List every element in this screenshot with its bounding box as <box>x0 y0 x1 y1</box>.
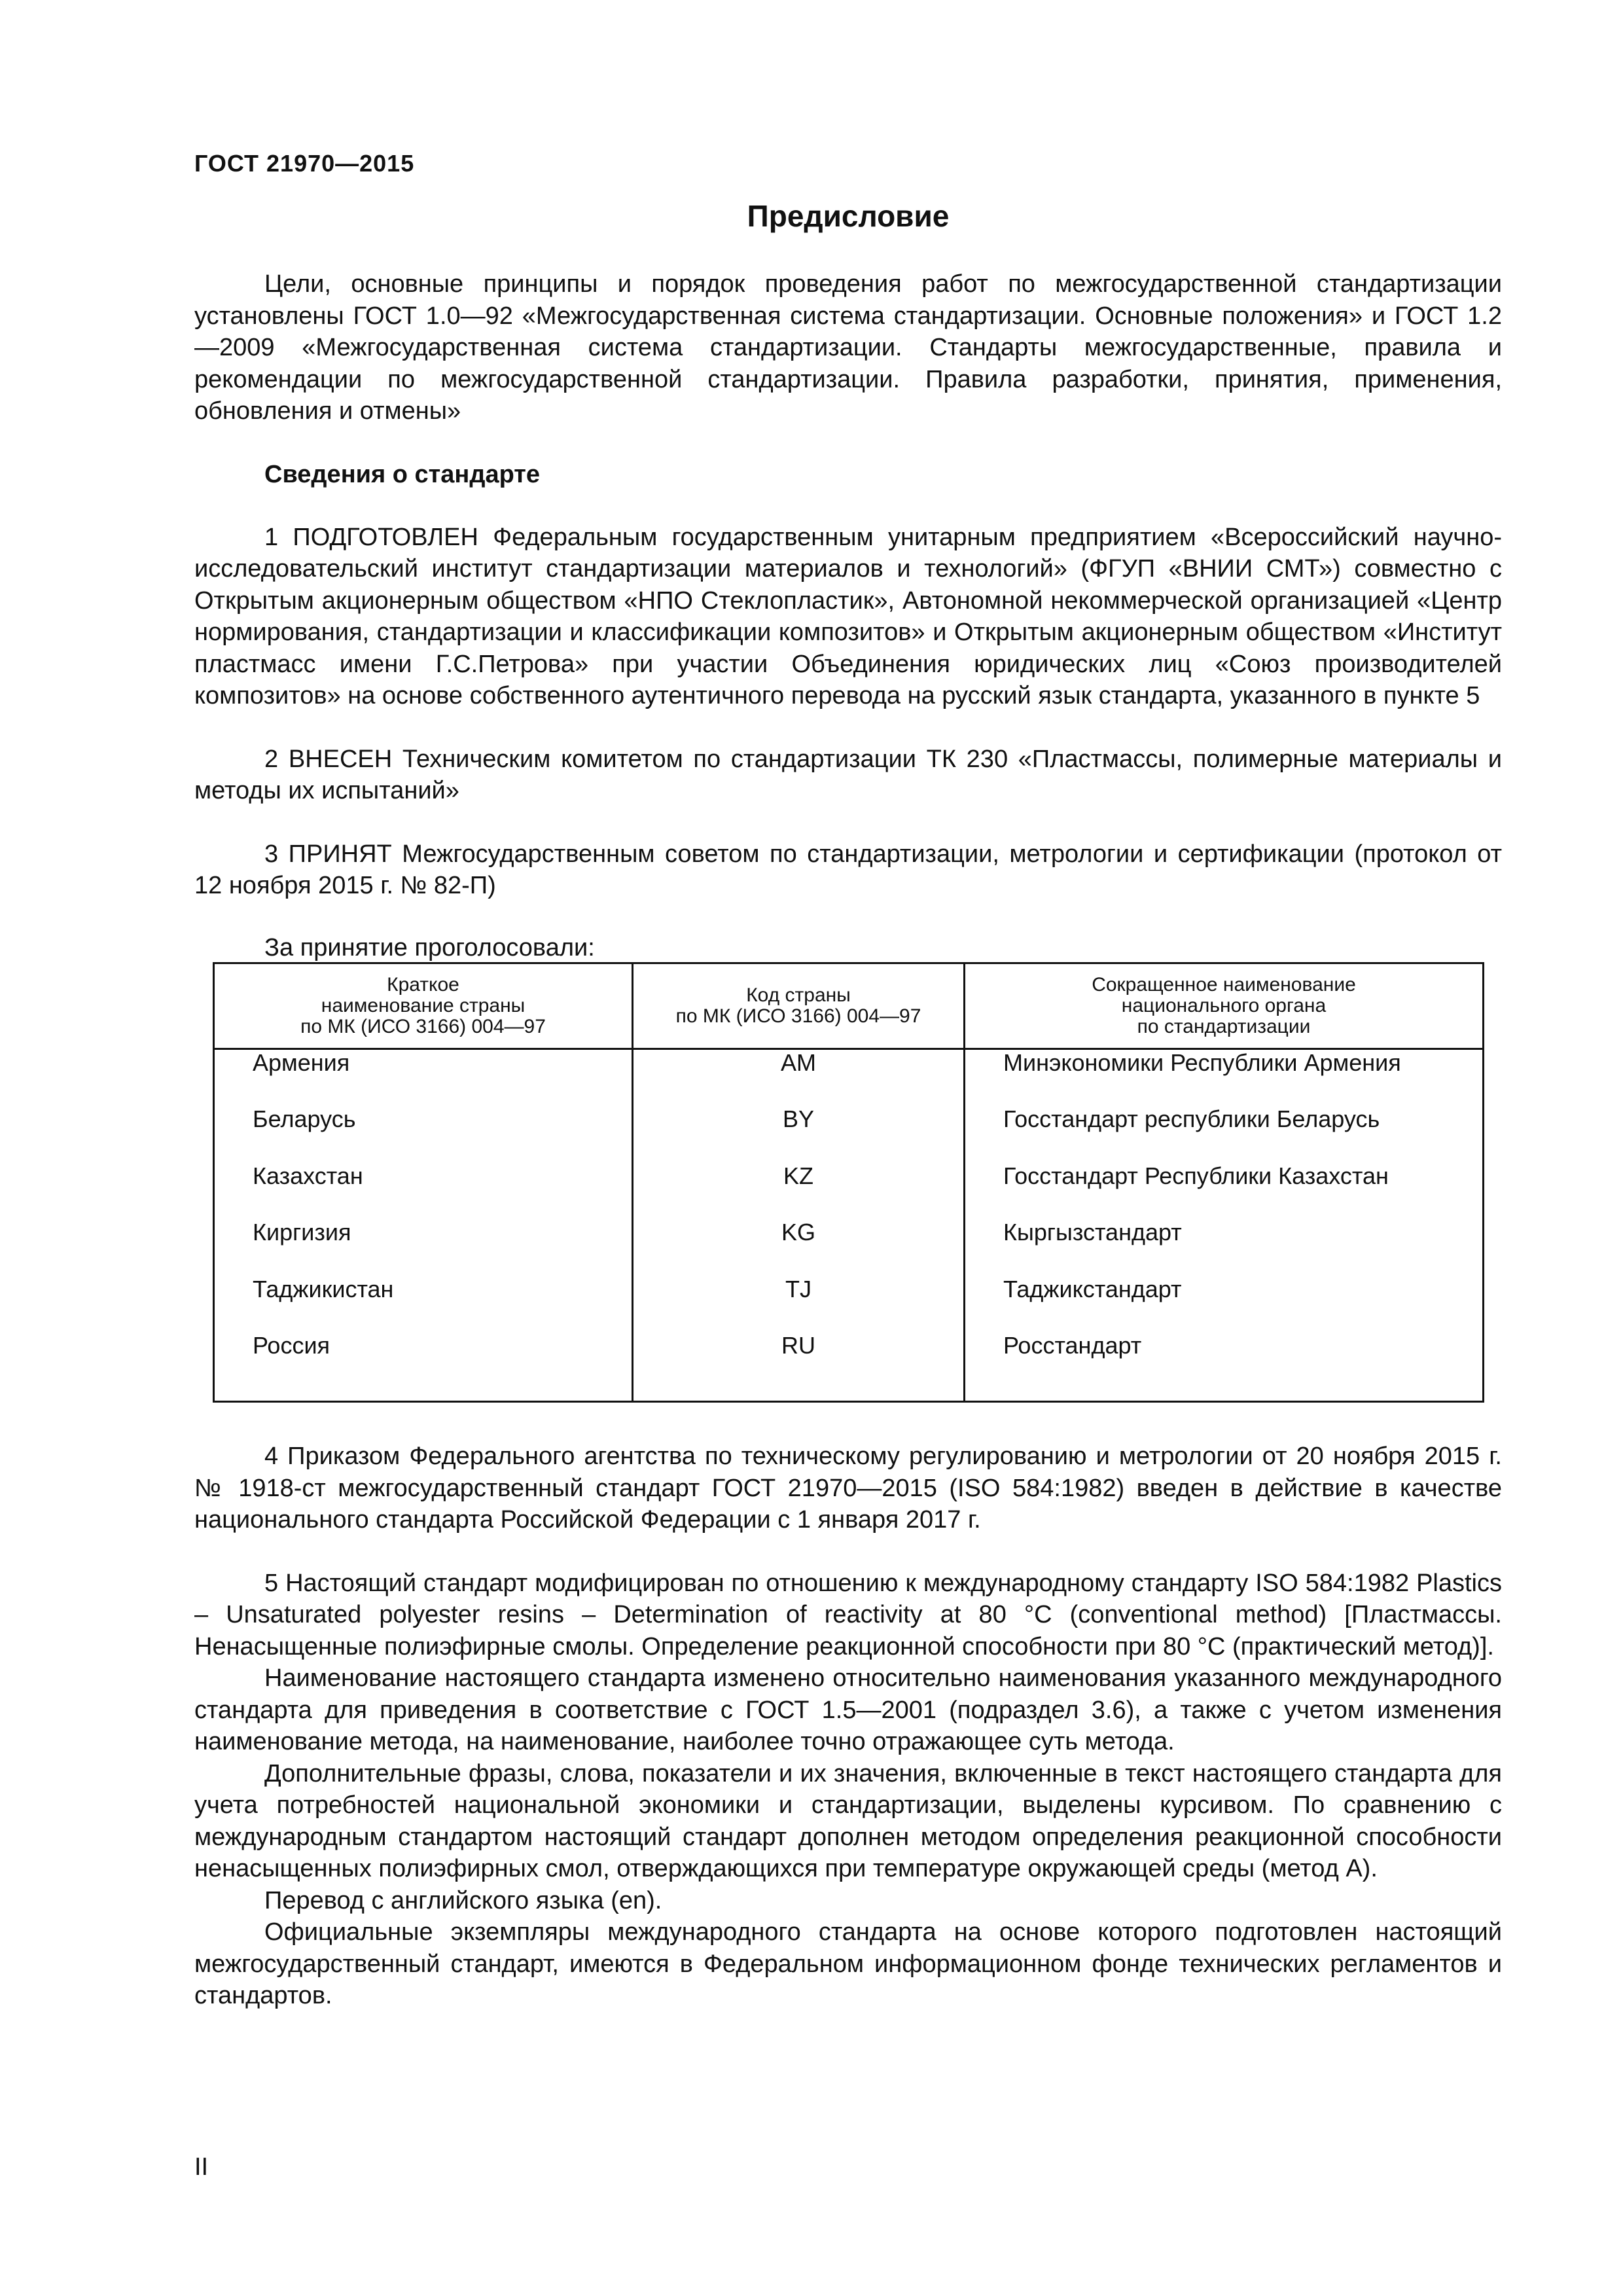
item-5-title-change: Наименование настоящего стандарта изменено относительно наименования указанного международного стандарта для приведения в соответствие с ГОСТ 1.5—2001 (подраздел 3.6), а также с учетом изменения наименование метода, на наименование, наиболее точно отражающее суть метода. <box>194 1664 1502 1755</box>
item-5-additions: Дополнительные фразы, слова, показатели и их значения, включенные в текст настоящего стандарта для учета потребностей национальной экономики и стандартизации, выделены курсивом. По сравнению с международным стандартом настоящий стандарт дополнен методом определения реакционной способности ненасыщенных полиэфирных смол, отверждающихся при температуре окружающей среды (метод А). <box>194 1759 1502 1882</box>
table-header-code: Код страны по МК (ИСО 3166) 004—97 <box>633 963 965 1049</box>
table-row <box>214 1049 1484 1106</box>
document-page <box>194 149 1502 2012</box>
item-3-paragraph: 3 ПРИНЯТ Межгосударственным советом по стандартизации, метрологии и сертификации (протокол от 12 ноября 2015 г. № 82-П) <box>194 840 1502 899</box>
table-header-country: Краткое наименование страны по МК (ИСО 3166) 004—97 <box>214 963 633 1049</box>
code-cell: TJ <box>633 1276 965 1333</box>
item-4-paragraph: 4 Приказом Федерального агентства по техническому регулированию и метрологии от 20 ноября 2015 г. № 1918-ст межгосударственный стандарт ГОСТ 21970—2015 (ISO 584:1982) введен в действие в качестве национального стандарта Российской Федерации с 1 января 2017 г. <box>194 1443 1502 1534</box>
table-header-authority: Сокращенное наименование национального органа по стандартизации <box>965 963 1484 1049</box>
code-cell: AM <box>633 1049 965 1106</box>
item-5-translation: Перевод с английского языка (en). <box>264 1886 662 1914</box>
code-cell: KZ <box>633 1163 965 1220</box>
country-cell: Беларусь <box>214 1106 633 1163</box>
table-row <box>214 1333 1484 1402</box>
code-cell: RU <box>633 1333 965 1402</box>
country-cell: Казахстан <box>214 1163 633 1220</box>
authority-cell: Таджикстандарт <box>965 1276 1484 1333</box>
item-2-paragraph: 2 ВНЕСЕН Техническим комитетом по стандартизации ТК 230 «Пластмассы, полимерные материалы и методы их испытаний» <box>194 745 1502 804</box>
code-cell: BY <box>633 1106 965 1163</box>
authority-cell: Госстандарт Республики Казахстан <box>965 1163 1484 1220</box>
item-5-paragraph: 5 Настоящий стандарт модифицирован по отношению к международному стандарту ISO 584:1982 Plastics – Unsaturated polyester resins – Determination of reactivity at 80 °C (conventional method) [Пластмассы. Ненасыщенные полиэфирные смолы. Определение реакционной способности при 80 °С (практический метод)]. <box>194 1569 1502 1660</box>
authority-cell: Кыргызстандарт <box>965 1219 1484 1276</box>
page-number: II <box>194 2153 209 2181</box>
table-row <box>214 1163 1484 1220</box>
table-row <box>214 1219 1484 1276</box>
page-title: Предисловие <box>747 199 950 233</box>
document-code: ГОСТ 21970—2015 <box>194 150 415 177</box>
item-5-official-copies: Официальные экземпляры международного стандарта на основе которого подготовлен настоящий межгосударственный стандарт, имеются в Федеральном информационном фонде технических регламентов и стандартов. <box>194 1918 1502 2009</box>
code-cell: KG <box>633 1219 965 1276</box>
section-subheading: Сведения о стандарте <box>264 460 541 488</box>
country-cell: Киргизия <box>214 1219 633 1276</box>
intro-paragraph: Цели, основные принципы и порядок проведения работ по межгосударственной стандартизации установлены ГОСТ 1.0—92 «Межгосударственная система стандартизации. Основные положения» и ГОСТ 1.2—2009 «Межгосударственная система стандартизации. Стандарты межгосударственные, правила и рекомендации по межгосударственной стандартизации. Правила разработки, принятия, применения, обновления и отмены» <box>194 270 1502 425</box>
table-row <box>214 1276 1484 1333</box>
authority-cell: Росстандарт <box>965 1333 1484 1402</box>
countries-table <box>213 962 1484 1403</box>
vote-label: За принятие проголосовали: <box>264 933 595 961</box>
authority-cell: Минэкономики Республики Армения <box>965 1049 1484 1106</box>
authority-cell: Госстандарт республики Беларусь <box>965 1106 1484 1163</box>
table-row <box>214 1106 1484 1163</box>
item-1-paragraph: 1 ПОДГОТОВЛЕН Федеральным государственным унитарным предприятием «Всероссийский научно-исследовательский институт стандартизации материалов и технологий» (ФГУП «ВНИИ СМТ») совместно с Открытым акционерным обществом «НПО Стеклопластик», Автономной некоммерческой организацией «Центр нормирования, стандартизации и классификации композитов» и Открытым акционерным обществом «Институт пластмасс имени Г.С.Петрова» при участии Объединения юридических лиц «Союз производителей композитов» на основе собственного аутентичного перевода на русский язык стандарта, указанного в пункте 5 <box>194 523 1502 709</box>
country-cell: Армения <box>214 1049 633 1106</box>
country-cell: Таджикистан <box>214 1276 633 1333</box>
country-cell: Россия <box>214 1333 633 1402</box>
